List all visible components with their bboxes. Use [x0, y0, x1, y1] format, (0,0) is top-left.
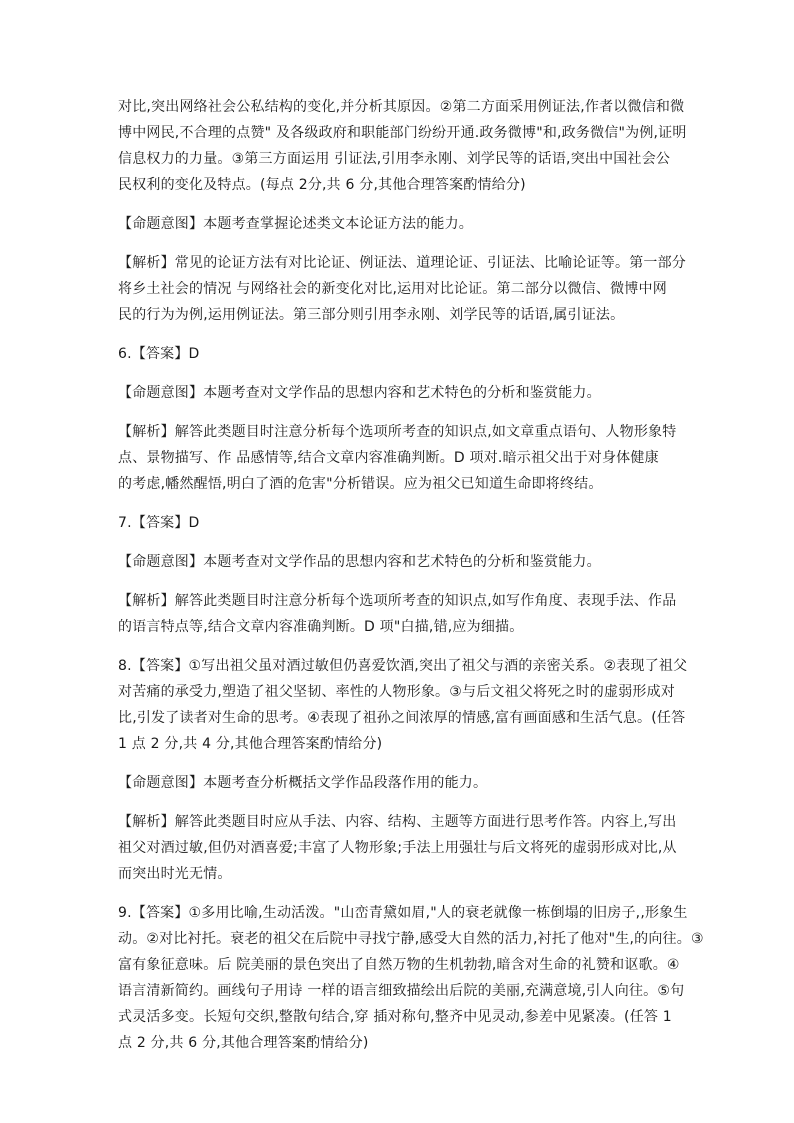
text-line: 式灵活多变。长短句交织,整散句结合,穿 插对称句,整齐中见灵动,参差中见紧凑。(任答 1 [118, 1009, 672, 1025]
text-line: 的语言特点等,结合文章内容准确判断。D 项"白描,错,应为细描。 [118, 619, 524, 635]
paragraph-p8-intent [118, 770, 678, 796]
paragraph-p5-intent [118, 211, 678, 237]
paragraph-p9-answer [118, 900, 704, 1056]
text-line: 6.【答案】D [118, 346, 200, 362]
paragraph-p5-answer-cont [118, 94, 687, 198]
text-line: 【解析】解答此类题目时注意分析每个选项所考查的知识点,如写作角度、表现手法、作品 [118, 593, 677, 609]
paragraph-p5-analysis [118, 250, 686, 328]
text-line: 8.【答案】①写出祖父虽对酒过敏但仍喜爱饮酒,突出了祖父与酒的亲密关系。②表现了祖父 [118, 658, 688, 674]
paragraph-p6-answer [118, 341, 678, 367]
paragraph-p6-intent [118, 380, 678, 406]
text-line: 【命题意图】本题考查分析概括文学作品段落作用的能力。 [118, 775, 488, 791]
text-line: 【命题意图】本题考查掌握论述类文本论证方法的能力。 [118, 216, 473, 232]
paragraph-p7-analysis [118, 588, 678, 640]
paragraph-p8-answer [118, 653, 688, 757]
text-line: 信息权力的力量。③第三方面运用 引证法,引用李永刚、刘学民等的话语,突出中国社会公 [118, 151, 671, 167]
text-line: 【命题意图】本题考查对文学作品的思想内容和艺术特色的分析和鉴赏能力。 [118, 385, 601, 401]
text-line: 动。②对比衬托。衰老的祖父在后院中寻找宁静,感受大自然的活力,衬托了他对"生,的向往。③ [118, 931, 704, 947]
text-line: 【解析】常见的论证方法有对比论证、例证法、道理论证、引证法、比喻论证等。第一部分 [118, 255, 686, 271]
text-line: 的考虑,幡然醒悟,明白了酒的危害"分析错误。应为祖父已知道生命即将终结。 [118, 476, 603, 492]
text-line: 点 2 分,共 6 分,其他合理答案酌情给分) [118, 1035, 369, 1051]
text-line: 祖父对酒过敏,但仍对酒喜爱;丰富了人物形象;手法上用强壮与后文将死的虚弱形成对比,从 [118, 840, 677, 856]
text-line: 民权利的变化及特点。(每点 2分,共 6 分,其他合理答案酌情给分) [118, 177, 526, 193]
text-line: 点、景物描写、作 品感情等,结合文章内容准确判断。D 项对.暗示祖父出于对身体健康 [118, 450, 659, 466]
text-line: 1 点 2 分,共 4 分,其他合理答案酌情给分) [118, 736, 383, 752]
text-line: 【解析】解答此类题目时注意分析每个选项所考查的知识点,如文章重点语句、人物形象特 [118, 424, 677, 440]
text-line: 7.【答案】D [118, 515, 200, 531]
paragraph-p8-analysis [118, 809, 678, 887]
text-line: 博中网民,不合理的点赞" 及各级政府和职能部门纷纷开通.政务微博"和,政务微信"为例,证明 [118, 125, 687, 141]
text-line: 而突出时光无情。 [118, 866, 232, 882]
text-line: 比,引发了读者对生命的思考。④表现了祖孙之间浓厚的情感,富有画面感和生活气息。(任答 [118, 710, 686, 726]
text-line: 将乡土社会的情况 与网络社会的新变化对比,运用对比论证。第二部分以微信、微博中网 [118, 281, 667, 297]
text-line: 语言清新简约。画线句子用诗 一样的语言细致描绘出后院的美丽,充满意境,引人向往。⑤句 [118, 983, 685, 999]
text-line: 对苦痛的承受力,塑造了祖父坚韧、率性的人物形象。③与后文祖父将死之时的虚弱形成对 [118, 684, 675, 700]
document-page [118, 94, 704, 1069]
text-line: 民的行为为例,运用例证法。第三部分则引用李永刚、刘学民等的话语,属引证法。 [118, 307, 625, 323]
text-line: 对比,突出网络社会公私结构的变化,并分析其原因。②第二方面采用例证法,作者以微信和微 [118, 99, 685, 115]
text-line: 9.【答案】①多用比喻,生动活泼。"山峦青黛如眉,"人的衰老就像一栋倒塌的旧房子,,形象生 [118, 905, 688, 921]
text-line: 【命题意图】本题考查对文学作品的思想内容和艺术特色的分析和鉴赏能力。 [118, 554, 601, 570]
paragraph-p7-intent [118, 549, 678, 575]
paragraph-p6-analysis [118, 419, 678, 497]
text-line: 富有象征意味。后 院美丽的景色突出了自然万物的生机勃勃,暗含对生命的礼赞和讴歌。④ [118, 957, 680, 973]
text-line: 【解析】解答此类题目时应从手法、内容、结构、主题等方面进行思考作答。内容上,写出 [118, 814, 677, 830]
paragraph-p7-answer [118, 510, 678, 536]
